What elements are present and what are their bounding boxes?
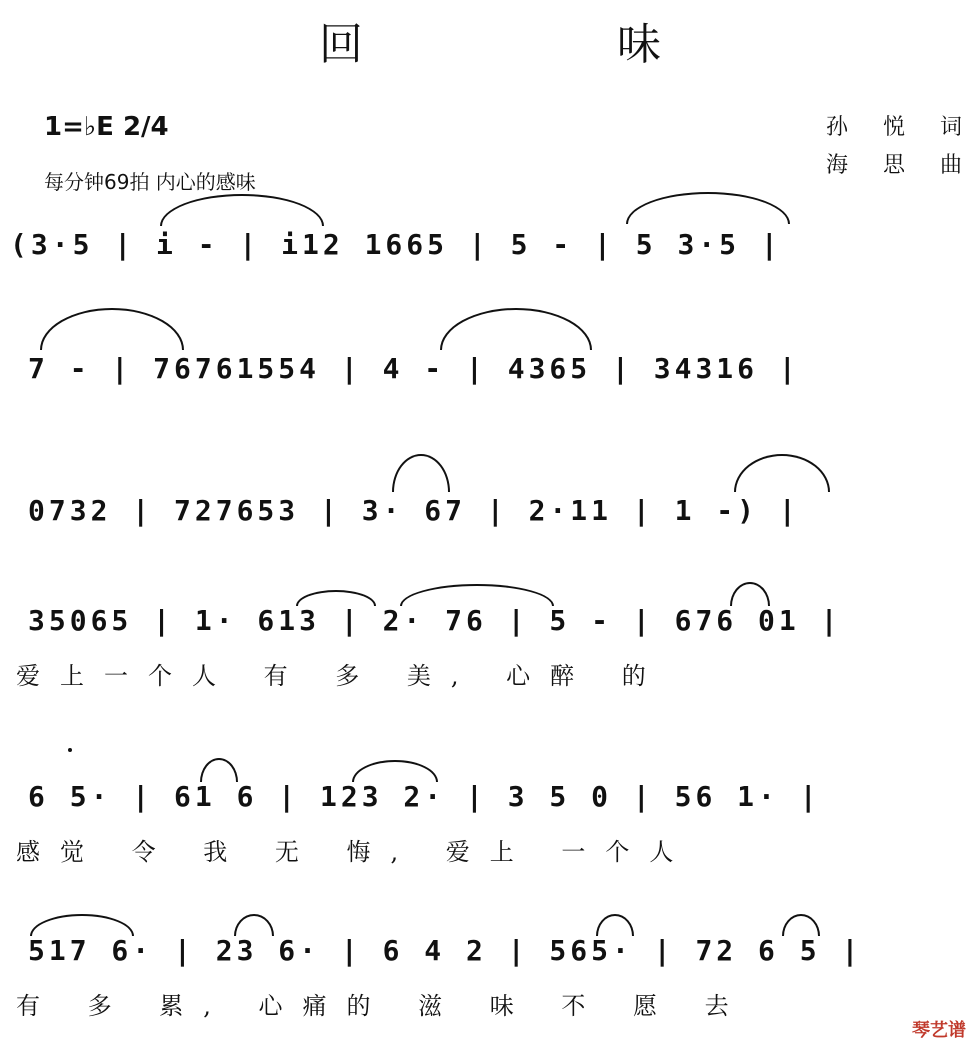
song-title: 回 味 [319, 19, 781, 70]
notation-line-5: 6 5· | 61 6 | 123 2· | 3 5 0 | 56 1· | [28, 780, 821, 813]
notation-line-2: 7 - | 76761554 | 4 - | 4365 | 34316 | [28, 352, 800, 385]
score-line-4 [0, 604, 980, 690]
slur [392, 454, 450, 492]
slur [296, 590, 376, 606]
lyric-line-5: 感觉 令 我 无 悔, 爱上 一个人 [16, 838, 694, 866]
slur [40, 308, 184, 350]
slur [626, 192, 790, 224]
slur [160, 194, 324, 226]
score-line-2 [0, 352, 980, 412]
watermark-logo: 琴艺谱 [912, 1020, 966, 1041]
slur [352, 760, 438, 782]
notation-line-4: 35065 | 1· 613 | 2· 76 | 5 - | 676 01 | [28, 604, 842, 637]
slur [730, 582, 770, 606]
octave-dot [68, 748, 72, 752]
slur [400, 584, 554, 606]
score-line-6 [0, 934, 980, 1020]
lyric-line-6: 有 多 累, 心痛的 滋 味 不 愿 去 [16, 992, 749, 1020]
score-line-5 [0, 780, 980, 866]
tempo-marking: 每分钟69拍 内心的感味 [44, 170, 256, 194]
slur [596, 914, 634, 936]
key-signature: 1=♭E 2/4 [44, 112, 169, 142]
slur [234, 914, 274, 936]
slur [30, 914, 134, 936]
notation-line-1: (3·5 | i - | i12 1665 | 5 - | 5 3·5 | [10, 228, 782, 261]
composer-credit: 海 思 曲 [826, 153, 976, 178]
slur [440, 308, 592, 350]
notation-line-3: 0732 | 727653 | 3· 67 | 2·11 | 1 -) | [28, 494, 800, 527]
score-line-3 [0, 494, 980, 554]
slur [782, 914, 820, 936]
score-line-1 [0, 228, 980, 288]
lyric-line-4: 爱上一个人 有 多 美, 心醉 的 [16, 662, 666, 690]
notation-line-6: 517 6· | 23 6· | 6 4 2 | 565· | 72 6 5 | [28, 934, 863, 967]
lyricist-credit: 孙 悦 词 [826, 115, 976, 140]
slur [734, 454, 830, 492]
slur [200, 758, 238, 782]
